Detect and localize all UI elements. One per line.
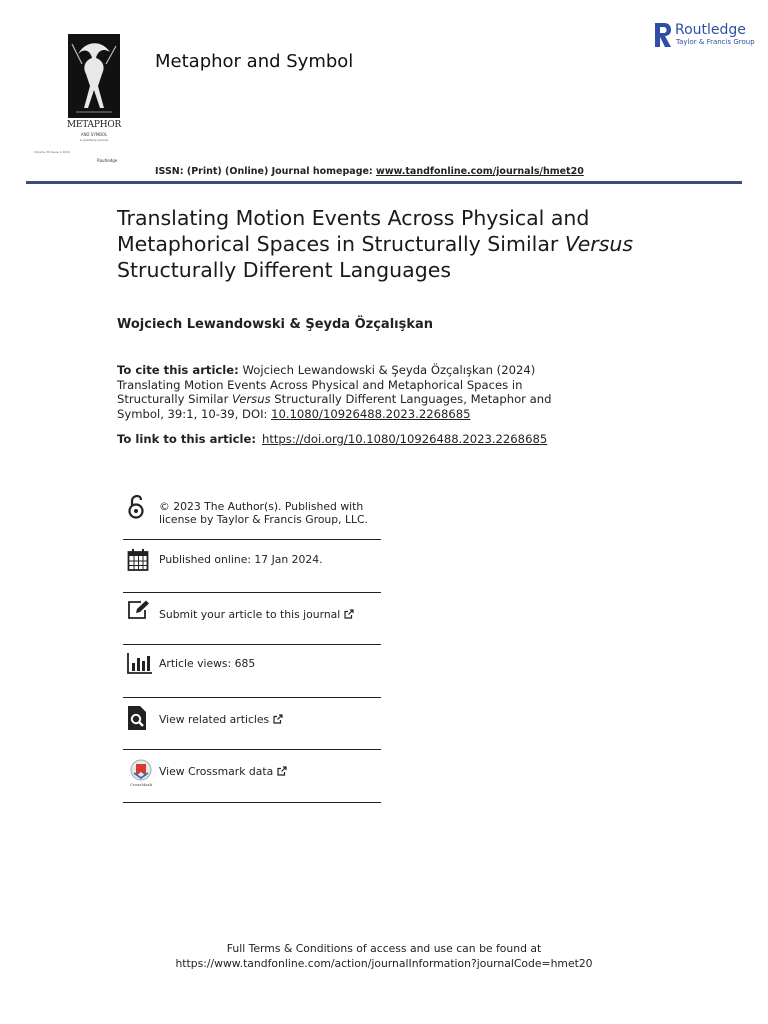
link-label: To link to this article:: [117, 432, 256, 446]
citation-label: To cite this article:: [117, 363, 239, 377]
terms-url[interactable]: https://www.tandfonline.com/action/journalInformation?journalCode=hmet20: [175, 957, 593, 970]
routledge-r-icon: [654, 22, 672, 48]
cover-subtitle: AND SYMBOL: [80, 132, 108, 137]
publisher-logo[interactable]: [654, 22, 754, 52]
published-row: [123, 540, 381, 593]
crossmark-caption: CrossMark: [129, 782, 153, 787]
journal-homepage-link[interactable]: www.tandfonline.com/journals/hmet20: [376, 166, 584, 177]
related-articles-link[interactable]: View related articles: [159, 713, 283, 726]
related-row[interactable]: [123, 698, 381, 750]
cover-artwork: [68, 34, 120, 118]
license-row: [123, 487, 381, 540]
article-doi-url[interactable]: https://doi.org/10.1080/10926488.2023.2268685: [261, 432, 548, 446]
external-link-icon: [273, 714, 283, 724]
crossmark-icon: [126, 759, 156, 783]
terms-text: Full Terms & Conditions of access and use can be found at: [226, 942, 542, 955]
crossmark-row[interactable]: [123, 750, 381, 803]
link-to-article: [117, 432, 547, 446]
article-authors: Wojciech Lewandowski & Şeyda Özçalışkan: [117, 317, 434, 332]
bar-chart-icon: [127, 652, 153, 674]
journal-name[interactable]: Metaphor and Symbol: [155, 51, 354, 72]
submit-link[interactable]: Submit your article to this journal: [159, 608, 354, 621]
citation-block: To cite this article: Wojciech Lewandowski & Şeyda Özçalışkan (2024) Translating Motion Events Across Physical and Metaphorical Spaces in Structurally Similar Versus Structurally Different Languages, Metaphor and Symbol, 39:1, 10-39, DOI: 10.1080/10926488.2023.2268685: [117, 363, 552, 421]
article-title: Translating Motion Events Across Physical and Metaphorical Spaces in Structurally Similar Versus Structurally Different Languages: [117, 206, 634, 282]
doi-link[interactable]: 10.1080/10926488.2023.2268685: [271, 406, 471, 421]
external-link-icon: [277, 766, 287, 776]
calendar-icon: [127, 548, 149, 572]
views-row: [123, 645, 381, 698]
cover-issue-line: A quarterly journal: [79, 138, 109, 142]
crossmark-link[interactable]: View Crossmark data: [159, 765, 287, 778]
terms-footer: [0, 941, 768, 971]
open-access-icon: [127, 494, 145, 520]
cover-mini-text: Volume 39 Issue 1 2024: [34, 150, 71, 154]
license-text: © 2023 The Author(s). Published with license by Taylor & Francis Group, LLC.: [159, 500, 368, 526]
edit-icon: [127, 599, 151, 621]
published-date: Published online: 17 Jan 2024.: [159, 553, 323, 566]
publisher-name: Routledge: [675, 22, 746, 38]
related-articles-icon: [127, 705, 147, 731]
submit-row[interactable]: [123, 593, 381, 645]
cover-publisher-mini: Routledge: [97, 158, 118, 163]
publisher-tagline: Taylor & Francis Group: [676, 38, 755, 46]
title-italic-word: Versus: [564, 232, 634, 256]
header-rule: [26, 181, 742, 184]
crossmark-badge: [126, 759, 156, 789]
external-link-icon: [344, 609, 354, 619]
article-views: Article views: 685: [159, 657, 256, 670]
issn-line: [155, 166, 584, 177]
journal-cover: [62, 28, 126, 168]
issn-label: ISSN: (Print) (Online) Journal homepage:: [155, 166, 377, 177]
cover-title: METAPHOR: [66, 120, 122, 130]
